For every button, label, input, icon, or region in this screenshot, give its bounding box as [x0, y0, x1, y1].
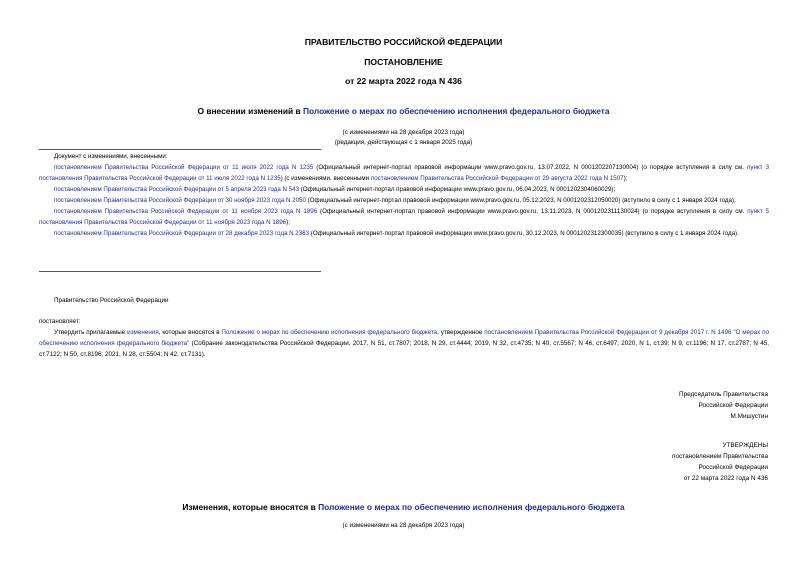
note-item: постановлением Правительства Российской Федерации от 30 ноября 2023 года N 2050 (Официальный интернет-портал правовой информации www.pravo.gov.ru, 05.12.2023, N 0001202312050020) (вступило в силу с 1 января 2024 года);	[54, 197, 736, 204]
document-type: ПОСТАНОВЛЕНИЕ	[364, 57, 443, 67]
changes-edition: (с изменениями на 28 декабря 2023 года)	[342, 522, 465, 529]
title-link[interactable]: Положение о мерах по обеспечению исполнения федерального бюджета	[302, 106, 610, 116]
note-1-link-3[interactable]: постановлением Правительства Российской Федерации от 29 августа 2022 года N 1507	[370, 175, 624, 182]
note-3-link[interactable]: постановлением Правительства Российской Федерации от 30 ноября 2023 года N 2050	[54, 197, 306, 204]
government-heading: ПРАВИТЕЛЬСТВО РОССИЙСКОЙ ФЕДЕРАЦИИ	[304, 37, 503, 47]
amendments-notes	[39, 151, 769, 239]
document-title	[0, 106, 807, 116]
changes-title-prefix: Изменения, которые вносятся в	[182, 502, 319, 512]
decrees-word: постановляет:	[39, 318, 81, 325]
government-name: Правительство Российской Федерации	[54, 297, 169, 304]
edition-line-2: (редакция, действующая с 1 января 2025 года)	[334, 139, 473, 146]
regulation-link[interactable]: Положение о мерах по обеспечению исполнения федерального бюджета	[221, 329, 438, 336]
changes-link[interactable]: изменения	[127, 329, 159, 336]
decree-1496-link[interactable]: постановлением Правительства Российской Федерации от 9 декабря 2017 г. N 1496 "О мерах по обеспечению исполнения федерального бюджета"	[39, 329, 769, 347]
title-prefix: О внесении изменений в	[197, 106, 303, 116]
note-2-link[interactable]: постановлением Правительства Российской Федерации от 5 апреля 2023 года N 543	[54, 186, 300, 193]
bottom-divider	[39, 271, 321, 272]
note-5-link[interactable]: постановлением Правительства Российской Федерации от 28 декабря 2023 года N 2363	[54, 230, 310, 237]
note-item: постановлением Правительства Российской Федерации от 11 июля 2022 года N 1235 (Официальный интернет-портал правовой информации www.pravo.gov.ru, 13.07.2022, N 0001202207130004) (о порядке вступления в силу см. пункт 3 постановления Правительства Российской Федерации от 11 июля 2022 года N 1235) (с изменениями, внесенными постановлением Правительства Российской Федерации от 29 августа 2022 года N 1507);	[39, 164, 770, 182]
note-item: постановлением Правительства Российской Федерации от 28 декабря 2023 года N 2363 (Официальный интернет-портал правовой информации www.pravo.gov.ru, 30.12.2023, N 0001202312300035) (вступило в силу с 1 января 2024 года).	[54, 230, 739, 237]
signature-block: Председатель Правительства Российской Федерации М.Мишустин	[679, 391, 768, 420]
note-1-link-2[interactable]: пункт 3 постановления Правительства Российской Федерации от 11 июля 2022 года N 1235	[39, 164, 770, 182]
decree-paragraph: Утвердить прилагаемые изменения, которые вносятся в Положение о мерах по обеспечению исполнения федерального бюджета, утвержденное постановлением Правительства Российской Федерации от 9 декабря 2017 г. N 1496 "О мерах по обеспечению исполнения федерального бюджета" (Собрание законодательства Российской Федерации, 2017, N 51, ст.7807; 2018, N 29, ст.4444; 2019, N 32, ст.4735; N 40, ст.5567; N 46, ст.6497; 2020, N 1, ст.39; N 9, ст.1196; N 17, ст.2787; N 45, ст.7122; N 50, ст.8196; 2021, N 28, ст.5504; N 42, ст.7131).	[39, 329, 769, 358]
note-4-link-2[interactable]: пункт 5 постановления Правительства Российской Федерации от 11 ноября 2023 года N 1896	[39, 208, 769, 226]
changes-title-link[interactable]: Положение о мерах по обеспечению исполнения федерального бюджета	[318, 502, 625, 512]
approval-block: УТВЕРЖДЕНЫ постановлением Правительства Российской Федерации от 22 марта 2022 года N 436	[672, 442, 768, 482]
document-date: от 22 марта 2022 года N 436	[345, 76, 462, 86]
top-divider	[39, 149, 321, 150]
note-item: постановлением Правительства Российской Федерации от 5 апреля 2023 года N 543 (Официальный интернет-портал правовой информации www.pravo.gov.ru, 06.04.2023, N 0001202304060029);	[54, 186, 616, 193]
note-item: постановлением Правительства Российской Федерации от 11 ноября 2023 года N 1896 (Официальный интернет-портал правовой информации www.pravo.gov.ru, 13.11.2023, N 0001202311130024) (о порядке вступления в силу см. пункт 5 постановления Правительства Российской Федерации от 11 ноября 2023 года N 1896);	[39, 208, 769, 226]
changes-title	[0, 502, 807, 512]
notes-intro: Документ с изменениями, внесенными:	[54, 153, 168, 160]
note-1-link[interactable]: постановлением Правительства Российской Федерации от 11 июля 2022 года N 1235	[54, 164, 314, 171]
note-4-link[interactable]: постановлением Правительства Российской Федерации от 11 ноября 2023 года N 1896	[54, 208, 318, 215]
edition-line-1: (с изменениями на 28 декабря 2023 года)	[342, 129, 465, 136]
decree-body	[39, 295, 769, 360]
